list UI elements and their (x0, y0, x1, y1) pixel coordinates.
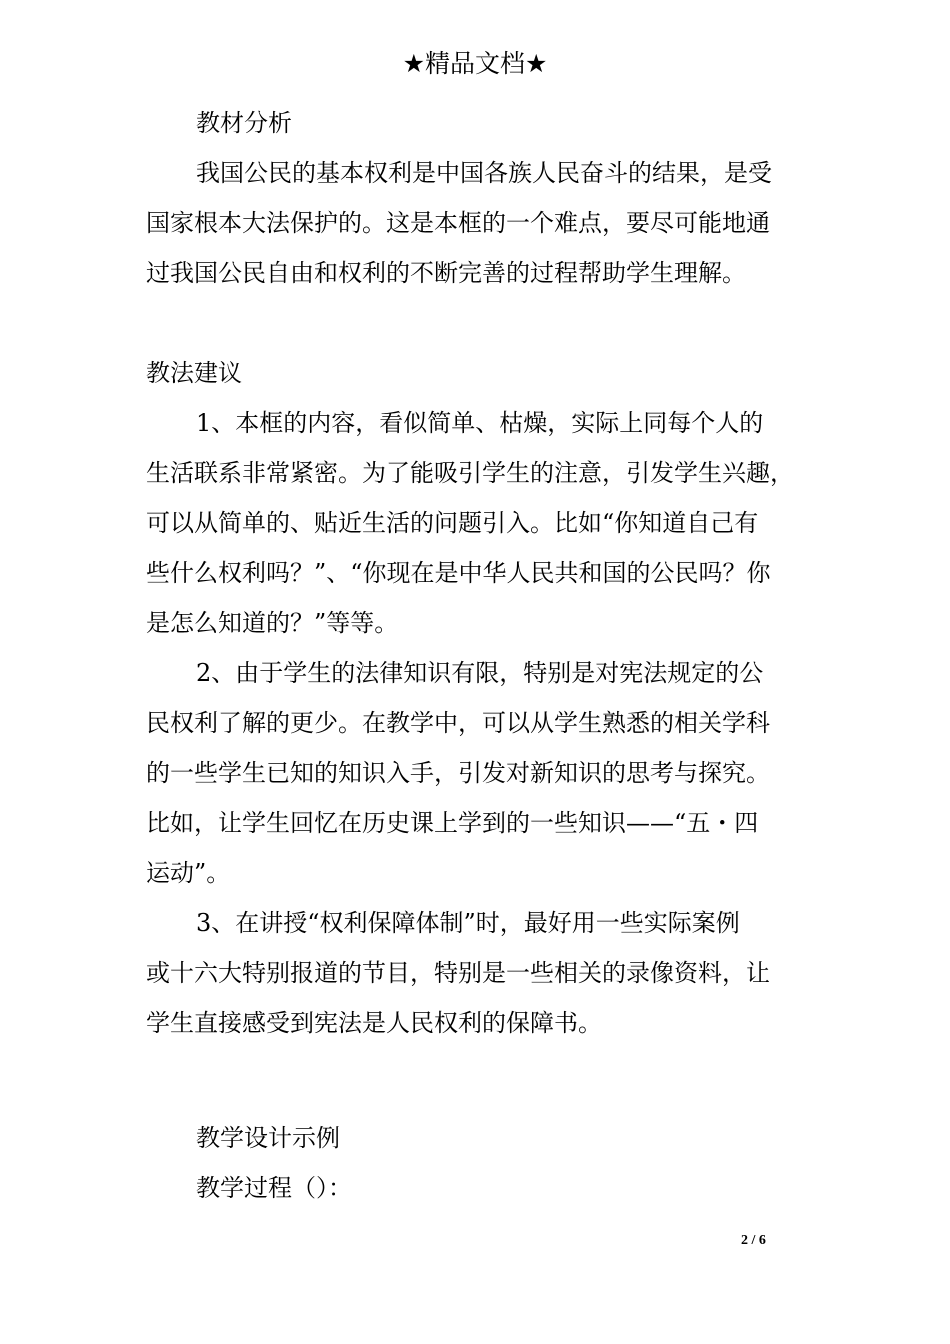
document-body (146, 98, 811, 1213)
paragraph-line: 3、在讲授“权利保障体制”时，最好用一些实际案例 (196, 909, 740, 937)
blank-line (146, 298, 811, 348)
paragraph-line: 2、由于学生的法律知识有限，特别是对宪法规定的公 (196, 659, 764, 687)
paragraph-line: 我国公民的基本权利是中国各族人民奋斗的结果，是受 (196, 159, 772, 187)
page-number: 2 / 6 (741, 1233, 766, 1248)
paragraph-line: 过我国公民自由和权利的不断完善的过程帮助学生理解。 (146, 259, 746, 287)
page-header-title: ★精品文档★ (402, 49, 548, 78)
paragraph-line: 民权利了解的更少。在教学中，可以从学生熟悉的相关学科 (146, 709, 770, 737)
blank-line (146, 1048, 811, 1113)
paragraph-line: 比如，让学生回忆在历史课上学到的一些知识——“五・四 (146, 809, 759, 837)
section-heading-textbook-analysis: 教材分析 (196, 109, 292, 137)
paragraph-line: 学生直接感受到宪法是人民权利的保障书。 (146, 1009, 602, 1037)
section-heading-teaching-suggestions: 教法建议 (146, 359, 242, 387)
paragraph-line: 生活联系非常紧密。为了能吸引学生的注意，引发学生兴趣， (146, 459, 794, 487)
section-heading-teaching-design-example: 教学设计示例 (196, 1124, 340, 1152)
paragraph-line: 国家根本大法保护的。这是本框的一个难点，要尽可能地通 (146, 209, 770, 237)
paragraph-line: 1、本框的内容，看似简单、枯燥，实际上同每个人的 (196, 409, 764, 437)
paragraph-line: 的一些学生已知的知识入手，引发对新知识的思考与探究。 (146, 759, 770, 787)
paragraph-line: 是怎么知道的？”等等。 (146, 609, 399, 637)
paragraph-line: 运动”。 (146, 859, 231, 887)
paragraph-line: 可以从简单的、贴近生活的问题引入。比如“你知道自己有 (146, 509, 759, 537)
subheading-teaching-process: 教学过程（）： (196, 1174, 352, 1202)
paragraph-line: 些什么权利吗？”、“你现在是中华人民共和国的公民吗？你 (146, 559, 771, 587)
paragraph-line: 或十六大特别报道的节目，特别是一些相关的录像资料，让 (146, 959, 770, 987)
